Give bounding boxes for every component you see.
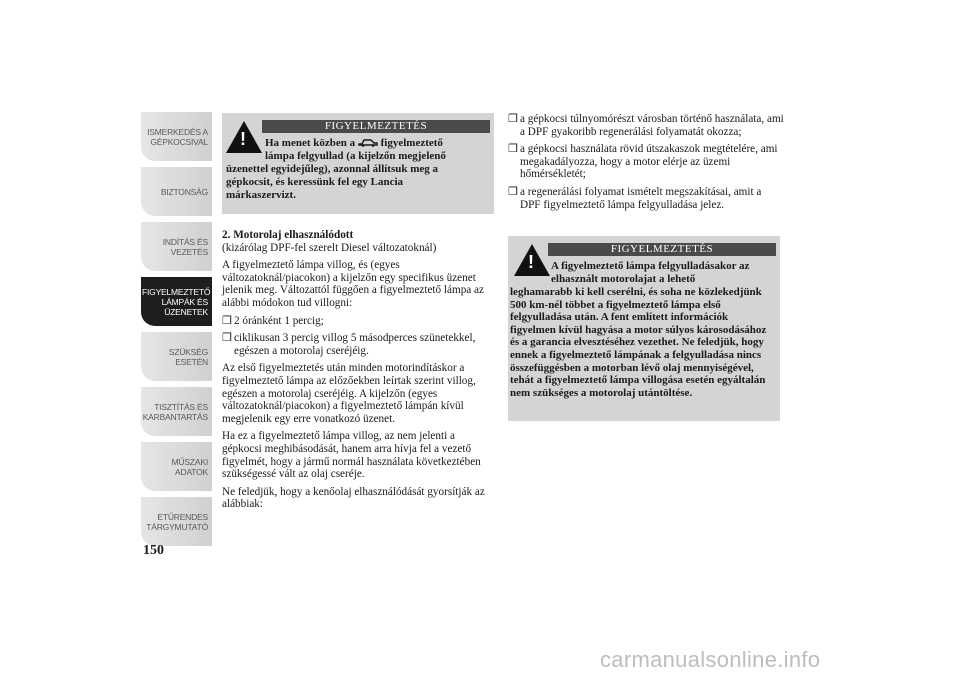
warning-text-line2: elhasznált motorolajat a lehető [551, 273, 696, 285]
tab-tisztitas[interactable]: TISZTÍTÁS ÉS KARBANTARTÁS [141, 387, 212, 436]
tab-muszaki[interactable]: MŰSZAKI ADATOK [141, 442, 212, 491]
warning-title: FIGYELMEZTETÉS [262, 120, 490, 133]
warning-text-line5: márkaszervizt. [226, 189, 296, 201]
page-number: 150 [143, 543, 164, 558]
warning-text-body: leghamarabb ki kell cserélni, és soha ne közlekedjünk 500 km-nél többet a figyelmeztető lámpa első felgyulladása után. A fent említett információk figyelmen kívül hagyása a motor súlyos károsodásához és a garancia elvesztéséhez vezethet. Ne feledjük, hogy ennek a figyelmeztető lámpának a felgyulladása nincs összefüggésben a motorban lévő olaj mennyiségével, tehát a figyelmeztető lámpa villogása esetén egyáltalán nem szükséges a motorolaj utántöltése. [510, 286, 767, 399]
warning-text-line3: üzenettel egyidejűleg), azonnal állítsuk meg a [226, 163, 439, 175]
list-item: ❒ a gépkocsi használata rövid útszakaszok megtételére, ami megakadályozza, hogy a motor elérje az üzemi hőmérsékletét; [508, 143, 778, 181]
warning-text-line2: lámpa felgyullad (a kijelzőn megjelenő [265, 150, 446, 162]
warning-title: FIGYELMEZTETÉS [548, 243, 776, 256]
tab-ismerkedes[interactable]: ISMERKEDÉS A GÉPKOCSIVAL [141, 112, 212, 161]
warning-box-1 [222, 113, 494, 214]
paragraph-1: A figyelmeztető lámpa villog, és (egyes változatoknál/piacokon) a kijelzőn egy specifikus üzenet jelenik meg. Változattól függően a figyelmeztető lámpa az alábbi módokon tud villogni: [222, 259, 484, 309]
warning-text-line1: Ha menet közben a figyelmeztető [265, 137, 443, 149]
tab-biztonsag[interactable]: BIZTONSÁG [141, 167, 212, 216]
paragraph-2: Az első figyelmeztetés után minden motorindításkor a figyelmeztető lámpa az előzőekben leírtak szerint villog, egészen a motorolaj cseréjéig. A kijelzőn (egyes változatoknál/piacokon) a figyelmeztető lámpán kívül megjelenik egy erre vonatkozó üzenet. [222, 362, 476, 425]
left-column [222, 229, 497, 516]
tab-targymutato[interactable]: ETŰRENDES TÁRGYMUTATÓ [141, 497, 212, 546]
tab-inditas[interactable]: INDÍTÁS ÉS VEZETÉS [141, 222, 212, 271]
list-item: ❒ 2 óránként 1 percig; [222, 314, 324, 327]
warning-text-line1: A figyelmeztető lámpa felgyulladásakor az [551, 260, 750, 272]
warning-text-line4: gépkocsit, és keressünk fel egy Lancia [226, 176, 404, 188]
section-subheading: (kizárólag DPF-fel szerelt Diesel változatoknál) [222, 241, 437, 254]
tab-szukseg[interactable]: SZÜKSÉG ESETÉN [141, 332, 212, 381]
warning-triangle-icon [514, 244, 550, 276]
chapter-sidebar [141, 112, 212, 552]
watermark-text: carmanualsonline.info [600, 647, 821, 672]
tab-figyelmezteto[interactable]: FIGYELMEZTETŐ LÁMPÁK ÉS ÜZENETEK [141, 277, 212, 326]
list-item: ❒ a gépkocsi túlnyomórészt városban történő használata, ami a DPF gyakoribb regenerálási folyamatát okozza; [508, 113, 784, 138]
warning-triangle-icon [226, 121, 262, 153]
right-column [508, 113, 784, 216]
section-heading: 2. Motorolaj elhasználódott [222, 229, 354, 241]
list-item: ❒ a regenerálási folyamat ismételt megszakításai, amit a DPF figyelmeztető lámpa felgyulladása jelez. [508, 185, 762, 211]
paragraph-3: Ha ez a figyelmeztető lámpa villog, az nem jelenti a gépkocsi meghibásodását, hanem arra hívja fel a vezető figyelmét, hogy a jármű normál használata következtében szükségessé vált az olaj cseréje. [222, 430, 481, 481]
warning-box-2 [508, 236, 780, 421]
list-item: ❒ ciklikusan 3 percig villog 5 másodperces szünetekkel, egészen a motorolaj cseréjéig. [222, 332, 476, 357]
car-fault-icon [358, 137, 378, 147]
paragraph-4: Ne feledjük, hogy a kenőolaj elhasználódását gyorsítják az alábbiak: [222, 485, 485, 511]
